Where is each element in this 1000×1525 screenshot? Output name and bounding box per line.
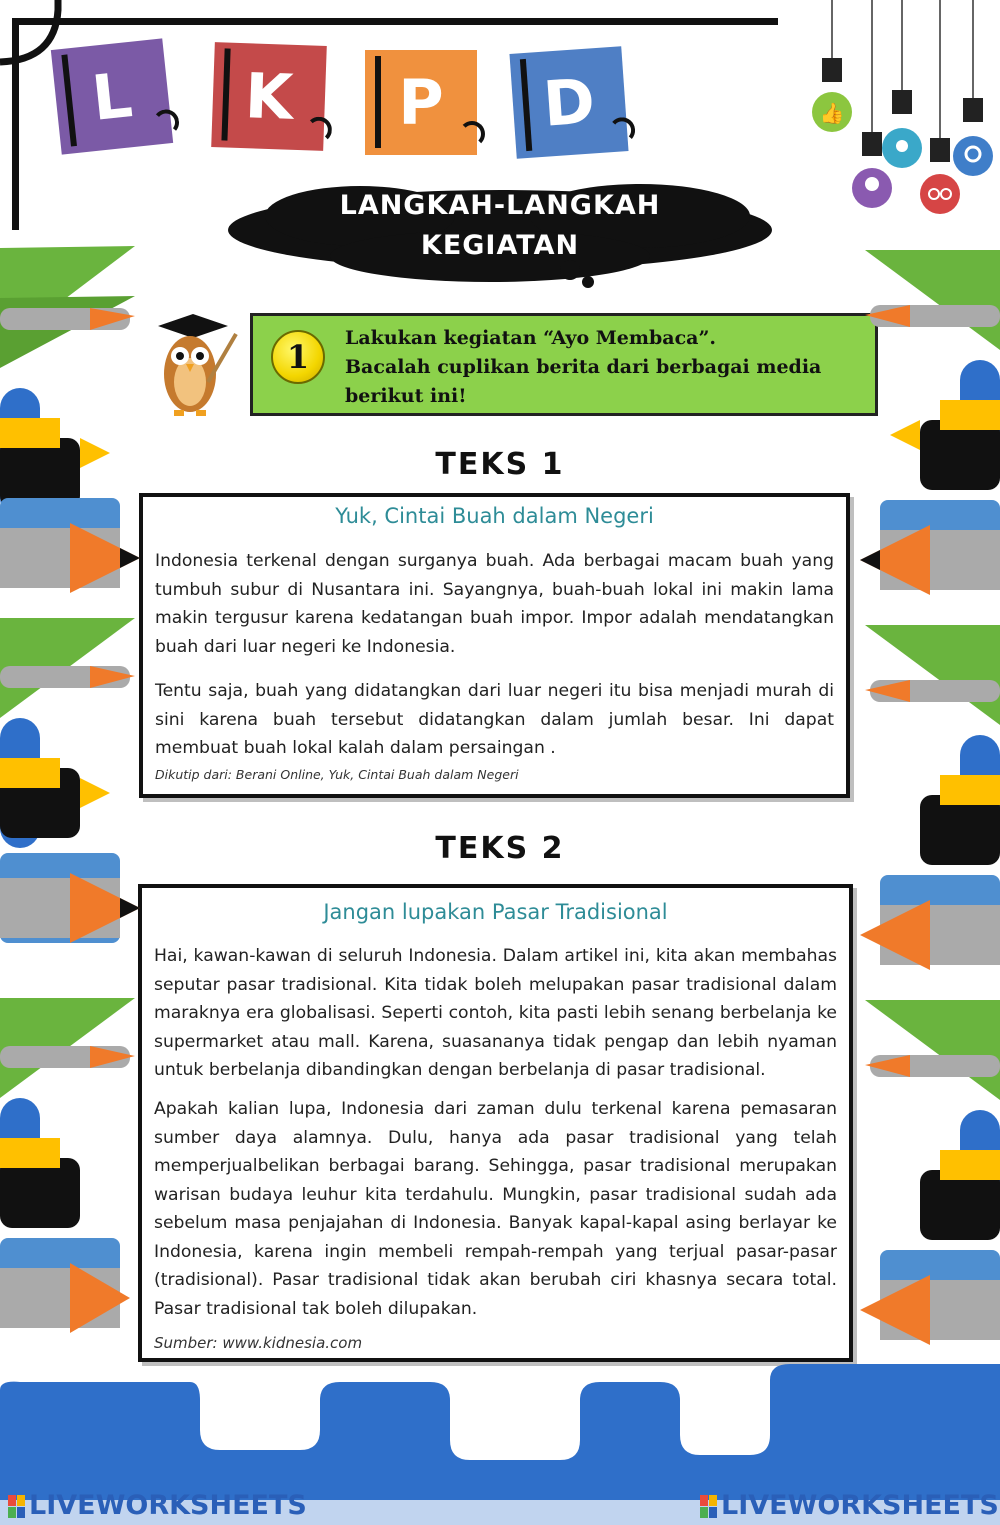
teks2-paragraph-1: Hai, kawan-kawan di seluruh Indonesia. Dalam artikel ini, kita akan membahas seputar pasar tradisional. Kita tidak boleh melupakan pasar tradisional dalam maraknya era globalisasi. Seperti contoh, kita pasti lebih senang berbelanja ke supermarket atau mall. Karena, suasananya tidak pengap dan lebih nyaman untuk berbelanja dibandingkan dengan berbelanja di pasar tradisional. (154, 946, 837, 1080)
brand-text-right: LIVEWORKSHEETS (721, 1490, 999, 1521)
bulb-red-icon (920, 138, 960, 214)
teks2-article-box (138, 884, 853, 1362)
teks1-article-title: Yuk, Cintai Buah dalam Negeri (335, 504, 654, 528)
liveworksheets-logo-right (700, 1490, 999, 1521)
liveworksheets-mark-icon (8, 1495, 26, 1519)
teks1-paragraph-1: Indonesia terkenal dengan surganya buah. Ada berbagai macam buah yang tumbuh subur di Nusantara ini. Sayangnya, buah-buah lokal ini makin lama makin tergusur karena kedatangan buah impor. Impor adalah mendatangkan buah dari luar negeri ke Indonesia. (155, 551, 834, 657)
teks1-source: Dikutip dari: Berani Online, Yuk, Cintai Buah dalam Negeri (155, 767, 519, 782)
owl-teacher-icon (148, 312, 238, 422)
left-art-supplies-decoration (0, 238, 140, 1378)
lkpd-tile-k: K (211, 42, 327, 151)
bulb-blue-icon (953, 98, 993, 176)
teks2-article-title: Jangan lupakan Pasar Tradisional (323, 900, 668, 924)
bulb-teal-icon (882, 90, 922, 168)
right-art-supplies-decoration (860, 250, 1000, 1380)
lkpd-tile-p: P (365, 50, 477, 155)
lkpd-tile-d: D (509, 46, 628, 159)
teks2-heading: TEKS 2 (435, 831, 565, 866)
instruction-line-2: Bacalah cuplikan berita dari berbagai media (345, 356, 822, 378)
cloud-title-line1: LANGKAH-LANGKAH (339, 190, 661, 221)
step-number-badge: 1 (271, 330, 325, 384)
lkpd-tile-l: L (51, 38, 173, 154)
instruction-line-1: Lakukan kegiatan “Ayo Membaca”. (345, 327, 716, 349)
brand-text-left: LIVEWORKSHEETS (29, 1490, 307, 1521)
teks1-article-box (139, 493, 850, 798)
teks2-paragraph-2: Apakah kalian lupa, Indonesia dari zaman dulu terkenal karena pemasaran sumber daya alamnya. Dulu, hanya ada pasar tradisional yang telah memperjualbelikan berbagai barang. Sehingga, pasar tradisional merupakan warisan budaya leuhur kita terdahulu. Mungkin, pasar tradisional sudah ada sebelum masa penjajahan di Indonesia. Banyak kapal-kapal asing berlayar ke Indonesia, karena ingin membeli rempah-rempah yang terjual pasar-pasar (tradisional). Pasar tradisional tidak akan berubah ciri khasnya secara total. Pasar tradisional tak boleh dilupakan. (154, 1099, 837, 1319)
liveworksheets-logo-left (8, 1490, 307, 1521)
instruction-line-3: berikut ini! (345, 385, 467, 407)
liveworksheets-mark-icon (700, 1495, 718, 1519)
teks1-paragraph-2: Tentu saja, buah yang didatangkan dari luar negeri itu bisa menjadi murah di sini karena buah tersebut didatangkan dalam jumlah besar. Ini dapat membuat buah lokal kalah dalam persaingan . (155, 681, 834, 758)
teks1-heading: TEKS 1 (435, 447, 565, 482)
hanging-bulbs-decoration (800, 0, 1000, 225)
bulb-green-icon (812, 58, 852, 132)
instruction-box (250, 313, 878, 416)
cloud-title-line2: KEGIATAN (420, 230, 580, 261)
title-cloud (220, 178, 780, 293)
svg-text:👍: 👍 (819, 101, 845, 125)
teks2-source: Sumber: www.kidnesia.com (154, 1334, 363, 1352)
